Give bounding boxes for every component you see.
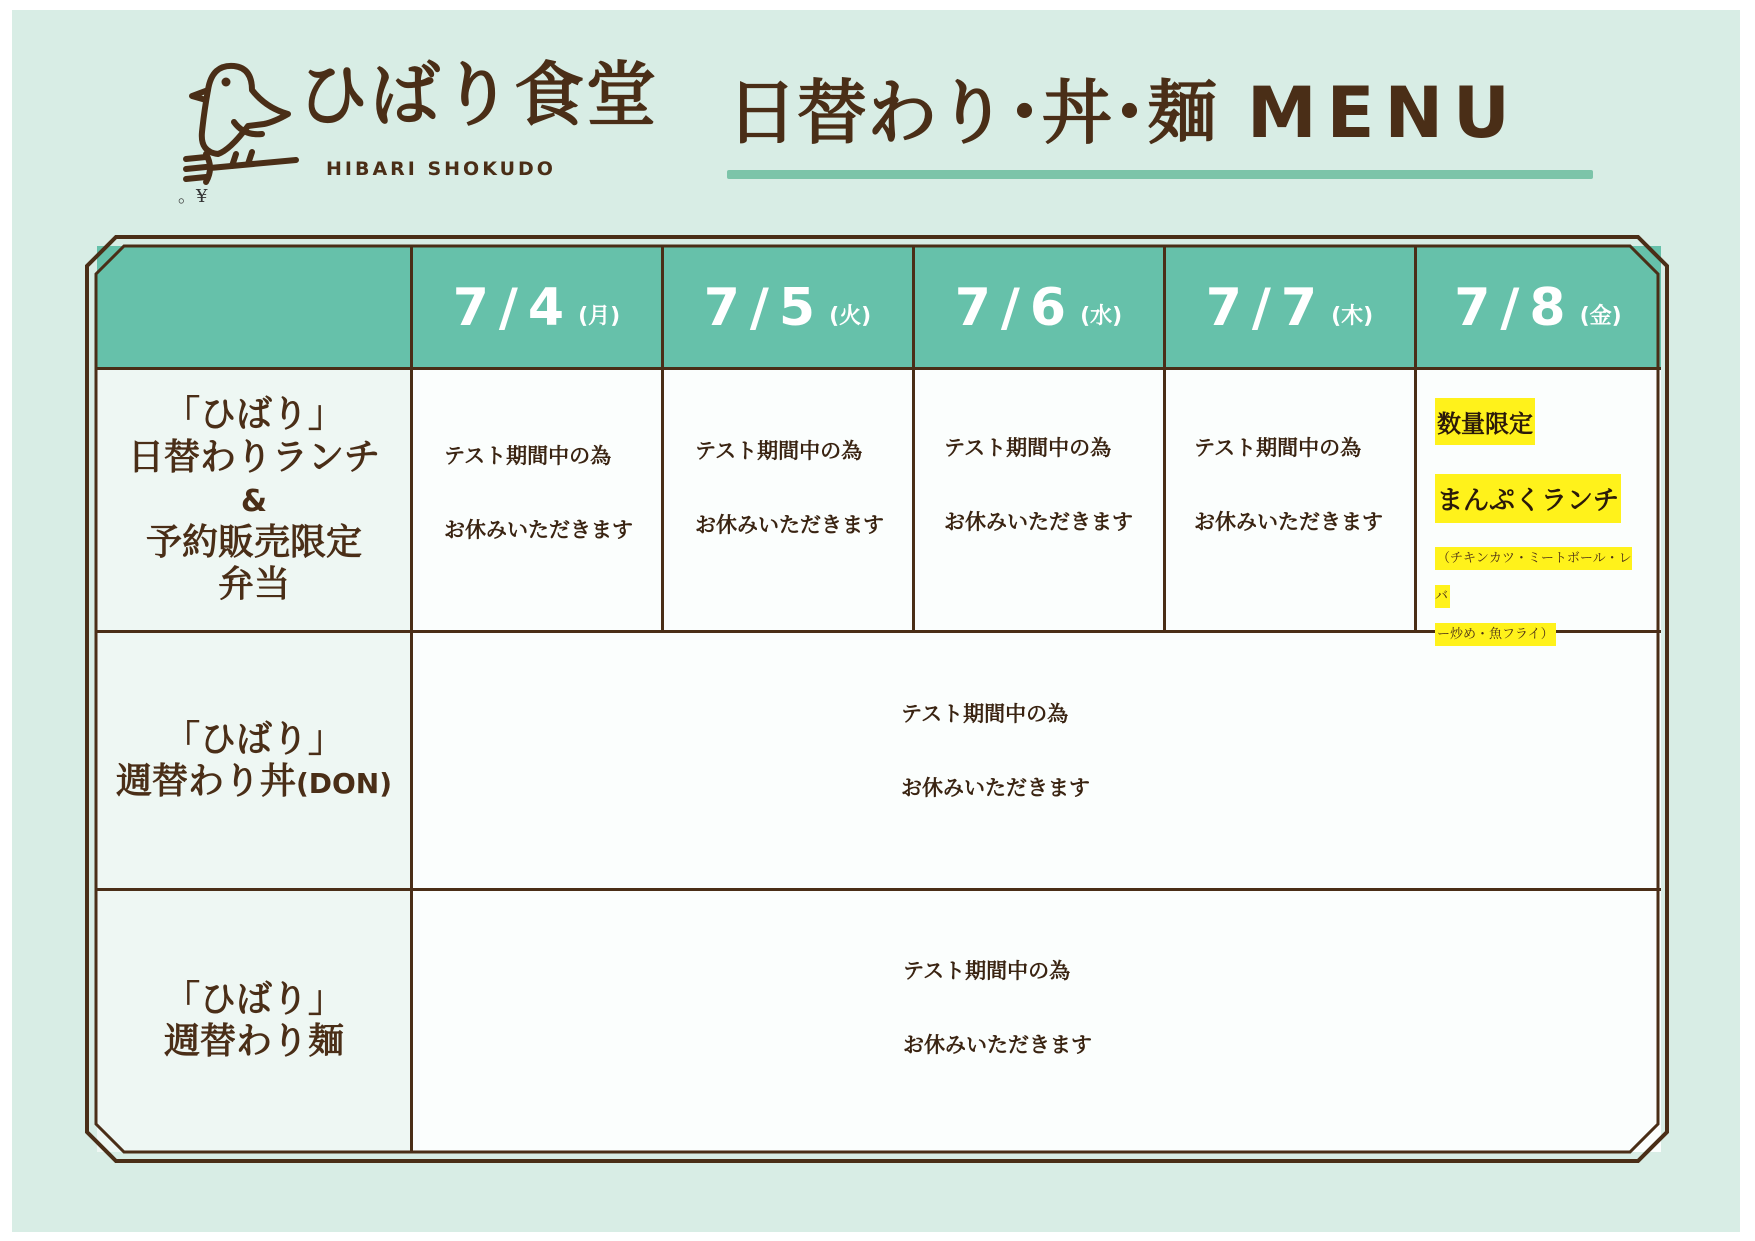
- menu-title-en: MENU: [1247, 72, 1520, 154]
- stray-text: 。¥: [178, 186, 208, 207]
- menu-title: [727, 72, 1520, 154]
- detail-line-2: ー炒め・魚フライ）: [1435, 623, 1556, 646]
- closed-notice-don: [901, 698, 1090, 802]
- title-underline: [727, 170, 1593, 179]
- row-label-suffix: (DON): [295, 767, 393, 800]
- closed-line-2: お休みいただきます: [695, 513, 884, 537]
- closed-line-1: テスト期間中の為: [901, 702, 1069, 726]
- brand-roman-name: HIBARI SHOKUDO: [326, 158, 556, 180]
- closed-notice-day-2: [695, 435, 884, 539]
- menu-title-jp: 日替わり･丼･麺: [727, 72, 1217, 154]
- row-label-text: 「ひばり」 日替わりランチ: [127, 394, 380, 478]
- closed-line-2: お休みいただきます: [1194, 510, 1383, 534]
- row-label-amp: &: [240, 484, 268, 520]
- closed-notice-day-4: [1194, 432, 1383, 536]
- manpuku-lunch-detail: [1435, 540, 1640, 654]
- row-label-text: 「ひばり」 週替わり丼: [115, 718, 344, 802]
- limited-quantity-tag: 数量限定: [1435, 398, 1535, 445]
- day-weekday: (月): [578, 304, 621, 329]
- day-weekday: (水): [1080, 304, 1123, 329]
- closed-notice-day-1: [444, 440, 633, 544]
- day-weekday: (木): [1331, 304, 1374, 329]
- menu-table-frame: [84, 234, 1670, 1164]
- row-label-text: 「ひばり」 週替わり麺: [163, 978, 344, 1062]
- closed-line-1: テスト期間中の為: [444, 444, 612, 468]
- closed-line-2: お休みいただきます: [444, 518, 633, 542]
- detail-line-1: （チキンカツ・ミートボール・レバ: [1435, 547, 1632, 608]
- day-date: 7/5: [703, 277, 826, 338]
- closed-line-2: お休みいただきます: [903, 1033, 1092, 1057]
- closed-line-1: テスト期間中の為: [903, 959, 1071, 983]
- closed-line-1: テスト期間中の為: [944, 436, 1112, 460]
- day-date: 7/8: [1454, 277, 1576, 338]
- day-weekday: (火): [829, 304, 872, 329]
- closed-notice-noodle: [903, 955, 1092, 1059]
- hibari-logo: [178, 56, 658, 206]
- day-date: 7/4: [452, 277, 575, 338]
- manpuku-lunch-name: まんぷくランチ: [1435, 474, 1621, 523]
- day-date: 7/7: [1205, 277, 1328, 338]
- brand-name: ひばり食堂: [298, 54, 658, 136]
- closed-notice-day-3: [944, 432, 1133, 536]
- day-weekday: (金): [1579, 304, 1622, 329]
- closed-line-2: お休みいただきます: [901, 776, 1090, 800]
- closed-line-2: お休みいただきます: [944, 510, 1133, 534]
- closed-line-1: テスト期間中の為: [1194, 436, 1362, 460]
- day-date: 7/6: [954, 277, 1077, 338]
- row-label-text: 予約販売限定 弁当: [145, 521, 362, 606]
- bird-on-fork-icon: [178, 56, 308, 194]
- closed-line-1: テスト期間中の為: [695, 439, 863, 463]
